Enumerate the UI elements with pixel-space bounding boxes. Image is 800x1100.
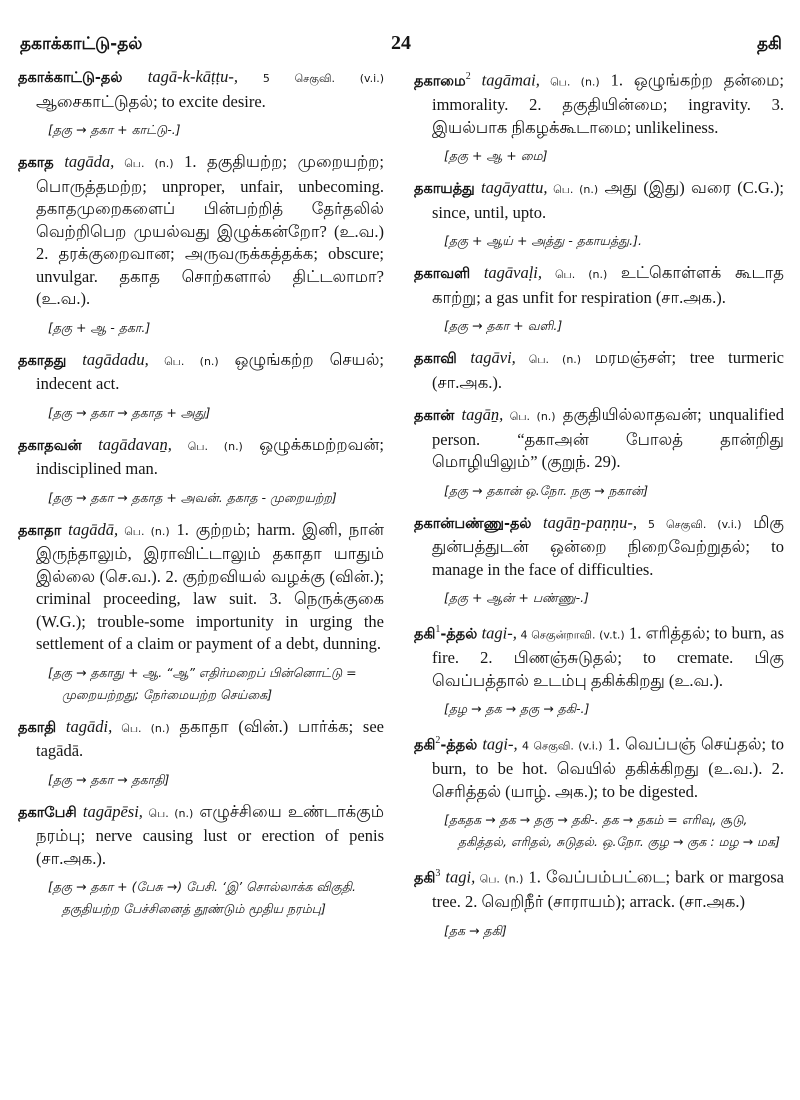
definition: உட்கொள்ளக் கூடாத காற்று; a gas unfit for respiration (சா.அக.). <box>432 263 784 307</box>
homonym-number: 2 <box>465 71 471 82</box>
running-head-left: தகாக்காட்டு-தல் <box>20 34 143 54</box>
etymology: [தகு + ஆ - தகா.] <box>48 319 151 335</box>
headword: தகாயத்து <box>414 181 475 197</box>
entry-text <box>18 151 384 311</box>
part-of-speech: பெ. (n.) <box>539 75 600 89</box>
part-of-speech: பெ. (n.) <box>114 157 174 170</box>
page-number: 24 <box>391 32 411 54</box>
definition: 1. எரித்தல்; to burn, as fire. 2. பிணஞ்சுடுதல்; to cremate. பிகு வெப்பத்தால் உடம்பு தகிக்கிறது (உ.வ.). <box>432 623 784 690</box>
dictionary-entry <box>18 434 384 509</box>
dictionary-entry <box>414 177 784 252</box>
definition: அது (இது) வரை (C.G.); since, until, upto. <box>432 178 784 222</box>
dictionary-entry <box>18 66 384 141</box>
part-of-speech: 5 செகுவி. (v.i.) <box>238 72 384 85</box>
entry-text <box>414 404 784 474</box>
headword: தகான் <box>414 408 455 424</box>
dictionary-entry <box>18 716 384 791</box>
part-of-speech: பெ. (n.) <box>503 410 556 423</box>
entry-text <box>414 66 784 139</box>
definition: ஆசைகாட்டுதல்; to excite desire. <box>36 91 266 111</box>
transliteration: tagi-, <box>477 734 518 754</box>
homonym-number: 3 <box>435 868 441 879</box>
transliteration: tagāṉ, <box>454 405 504 424</box>
dictionary-entry <box>18 151 384 339</box>
definition: 1. வேப்பம்பட்டை; bark or margosa tree. 2. வெறிநீர் (சாராயம்); arrack. (சா.அக.) <box>432 867 784 911</box>
entry-text <box>18 66 384 113</box>
etymology: [தழ → தக → தகு → தகி-.] <box>444 701 590 716</box>
etymology: [தகு + ஆ + மை] <box>444 148 548 163</box>
part-of-speech: பெ. (n.) <box>112 721 170 735</box>
entry-text <box>18 801 384 871</box>
headword: தகாதது <box>18 352 67 369</box>
definition: மிகு துன்பத்துடன் ஒன்றை நிறைவேற்றுதல்; to manage in the face of difficulties. <box>432 512 785 579</box>
entry-text <box>414 512 784 582</box>
part-of-speech: பெ. (n.) <box>118 524 170 538</box>
entry-text <box>18 434 384 481</box>
dictionary-entry <box>18 349 384 424</box>
part-of-speech: பெ. (n.) <box>547 183 599 196</box>
dictionary-entry <box>414 404 784 502</box>
headword: தகாதவன் <box>18 437 82 454</box>
headword: தகாதா <box>18 522 62 539</box>
part-of-speech: பெ. (n.) <box>142 806 194 820</box>
headword: தகாத <box>18 155 54 171</box>
part-of-speech: பெ. (n.) <box>171 439 243 453</box>
transliteration: tagāṉ-paṇṇu-, <box>531 512 638 532</box>
headword: தகி <box>414 870 436 887</box>
etymology: [தகு → தகான் ஒ.நோ. நகு → நகான்] <box>444 482 649 498</box>
entry-text <box>414 262 784 309</box>
definition: 1. வெப்பஞ் செய்தல்; to burn, to be hot. வெயில் தகிக்கிறது (உ.வ.). 2. செரித்தல் (யாழ். அக.); to be digested. <box>432 734 785 801</box>
headword: தகாதி <box>18 719 57 736</box>
definition: தகுதியில்லாதவன்; unqualified person. “தகாஅன் போலத் தான்றிது மொழியிலும்” (குறுந். 29). <box>432 405 784 471</box>
headword: தகாவளி <box>414 266 471 282</box>
transliteration: tagā-k-kāṭṭu-, <box>122 67 239 86</box>
entry-text <box>414 347 784 394</box>
dictionary-entry <box>414 512 784 610</box>
headword: தகான்பண்ணு-தல் <box>414 515 532 532</box>
left-column <box>18 66 384 930</box>
definition: தகாதா (வின்.) பார்க்க; see tagādā. <box>36 716 384 760</box>
homonym-number: 2 <box>435 735 441 746</box>
transliteration: tagāvaḷi, <box>470 263 543 282</box>
part-of-speech: பெ. (n.) <box>515 353 582 366</box>
definition: ஒழுக்கமற்றவன்; indisciplined man. <box>36 434 384 478</box>
headword: தகாக்காட்டு-தல் <box>18 70 123 86</box>
transliteration: tagi-, <box>477 623 517 643</box>
dictionary-entry <box>18 801 384 921</box>
part-of-speech: பெ. (n.) <box>148 354 219 368</box>
dictionary-entry <box>414 347 784 394</box>
definition: 1. ஒழுங்கற்ற தன்மை; immorality. 2. தகுதியின்மை; ingravity. 3. இயல்பாக நிகழக்கூடாமை; unlikeliness. <box>432 70 784 137</box>
transliteration: tagāyattu, <box>474 178 548 197</box>
right-column <box>414 66 784 952</box>
dictionary-entry <box>414 66 784 167</box>
part-of-speech: 5 செகுவி. (v.i.) <box>637 517 742 531</box>
transliteration: tagi, <box>440 867 476 887</box>
entry-text <box>18 519 384 656</box>
transliteration: tagādā, <box>61 519 119 539</box>
etymology: [தகு → தகா → தகாத + அவன். தகாத - முறையற்ற] <box>48 489 337 505</box>
dictionary-entry <box>414 262 784 337</box>
definition: ஒழுங்கற்ற செயல்; indecent act. <box>36 349 384 393</box>
headword: தகி <box>414 626 436 643</box>
transliteration: tagāpēsi, <box>76 801 143 821</box>
headword-suffix: -த்தல் <box>440 626 478 643</box>
dictionary-entry <box>414 619 784 720</box>
entry-text <box>18 349 384 396</box>
etymology: [தகதக → தக → தகு → தகி-. தக → தகம் = எரிவு, சூடு, தகித்தல், எரிதல், சுடுதல். ஒ.நோ. குழ → குக : மழ → மக] <box>444 812 780 849</box>
definition: 1. தகுதியற்ற; முறையற்ற; பொருத்தமற்ற; unproper, unfair, unbecoming. தகாதமுறைகளைப் பின்பற்றித் தேர்தலில் வெற்றிபெற முயல்வது இழுக்கன்றோ? (உ.வ.) 2. தரக்குறைவான; அருவருக்கத்தக்க; obscure; unvulgar. தகாத சொற்களால் திட்டலாமா? (உ.வ.). <box>36 152 384 308</box>
entry-text <box>414 619 784 692</box>
part-of-speech: பெ. (n.) <box>475 872 524 886</box>
entry-text <box>18 716 384 763</box>
transliteration: tagādadu, <box>66 349 149 369</box>
headword: தகாபேசி <box>18 804 77 821</box>
dictionary-entry <box>414 863 784 942</box>
transliteration: tagāvi, <box>456 348 516 367</box>
dictionary-entry <box>414 730 784 853</box>
definition: எழுச்சியை உண்டாக்கும் நரம்பு; nerve causing lust or erection of penis (சா.அக.). <box>36 801 384 868</box>
etymology: [தகு → தகா + (பேசு →) பேசி. ‘இ’ சொல்லாக்க விகுதி. தகுதியற்ற பேச்சினைத் தூண்டும் மூதிய நரம்பு] <box>48 879 356 916</box>
transliteration: tagāda, <box>53 152 115 171</box>
part-of-speech: 4 செகுவி. (v.i.) <box>517 739 603 753</box>
headword: தகாவி <box>414 351 457 367</box>
etymology: [தகு + ஆன் + பண்ணு-.] <box>444 590 589 605</box>
dictionary-entry <box>18 519 384 706</box>
etymology: [தகு → தகா + காட்டு-.] <box>48 122 181 137</box>
running-head-right: தகி <box>756 34 782 54</box>
homonym-number: 1 <box>435 624 441 635</box>
part-of-speech: 4 செகுன்றாவி. (v.t.) <box>516 628 625 642</box>
definition: 1. குற்றம்; harm. இனி, நான் இருந்தாலும், இராவிட்டாலும் தகாதா யாதும் இல்லை (செ.வ.). 2. குற்றவியல் வழக்கு (வின்.); criminal proceeding, law suit. 3. நெருக்குகை (W.G.); trouble-some importunity in urging the settlement of a claim or payment of a debt, dunning. <box>36 519 384 653</box>
etymology: [தகு → தகாது + ஆ. “ஆ” எதிர்மறைப் பின்னொட்டு = முறையற்றது; நேர்மையற்ற செய்கை] <box>48 664 357 702</box>
running-head <box>20 34 782 60</box>
headword: தகி <box>414 737 436 754</box>
entry-text <box>414 177 784 224</box>
etymology: [தக → தகி] <box>444 922 507 938</box>
etymology: [தகு → தகா → தகாத + அது] <box>48 404 211 420</box>
headword-suffix: -த்தல் <box>440 737 478 754</box>
etymology: [தகு → தகா → தகாதி] <box>48 771 170 787</box>
entry-text <box>414 730 784 803</box>
headword: தகாமை <box>414 73 466 90</box>
etymology: [தகு → தகா + வளி.] <box>444 318 563 333</box>
transliteration: tagāmai, <box>470 70 540 90</box>
transliteration: tagādi, <box>56 716 113 736</box>
part-of-speech: பெ. (n.) <box>542 268 608 281</box>
transliteration: tagādavaṉ, <box>81 434 172 454</box>
etymology: [தகு + ஆய் + அத்து - தகாயத்து.]. <box>444 233 642 248</box>
definition: மரமஞ்சள்; tree turmeric (சா.அக.). <box>432 348 784 392</box>
entry-text <box>414 863 784 914</box>
